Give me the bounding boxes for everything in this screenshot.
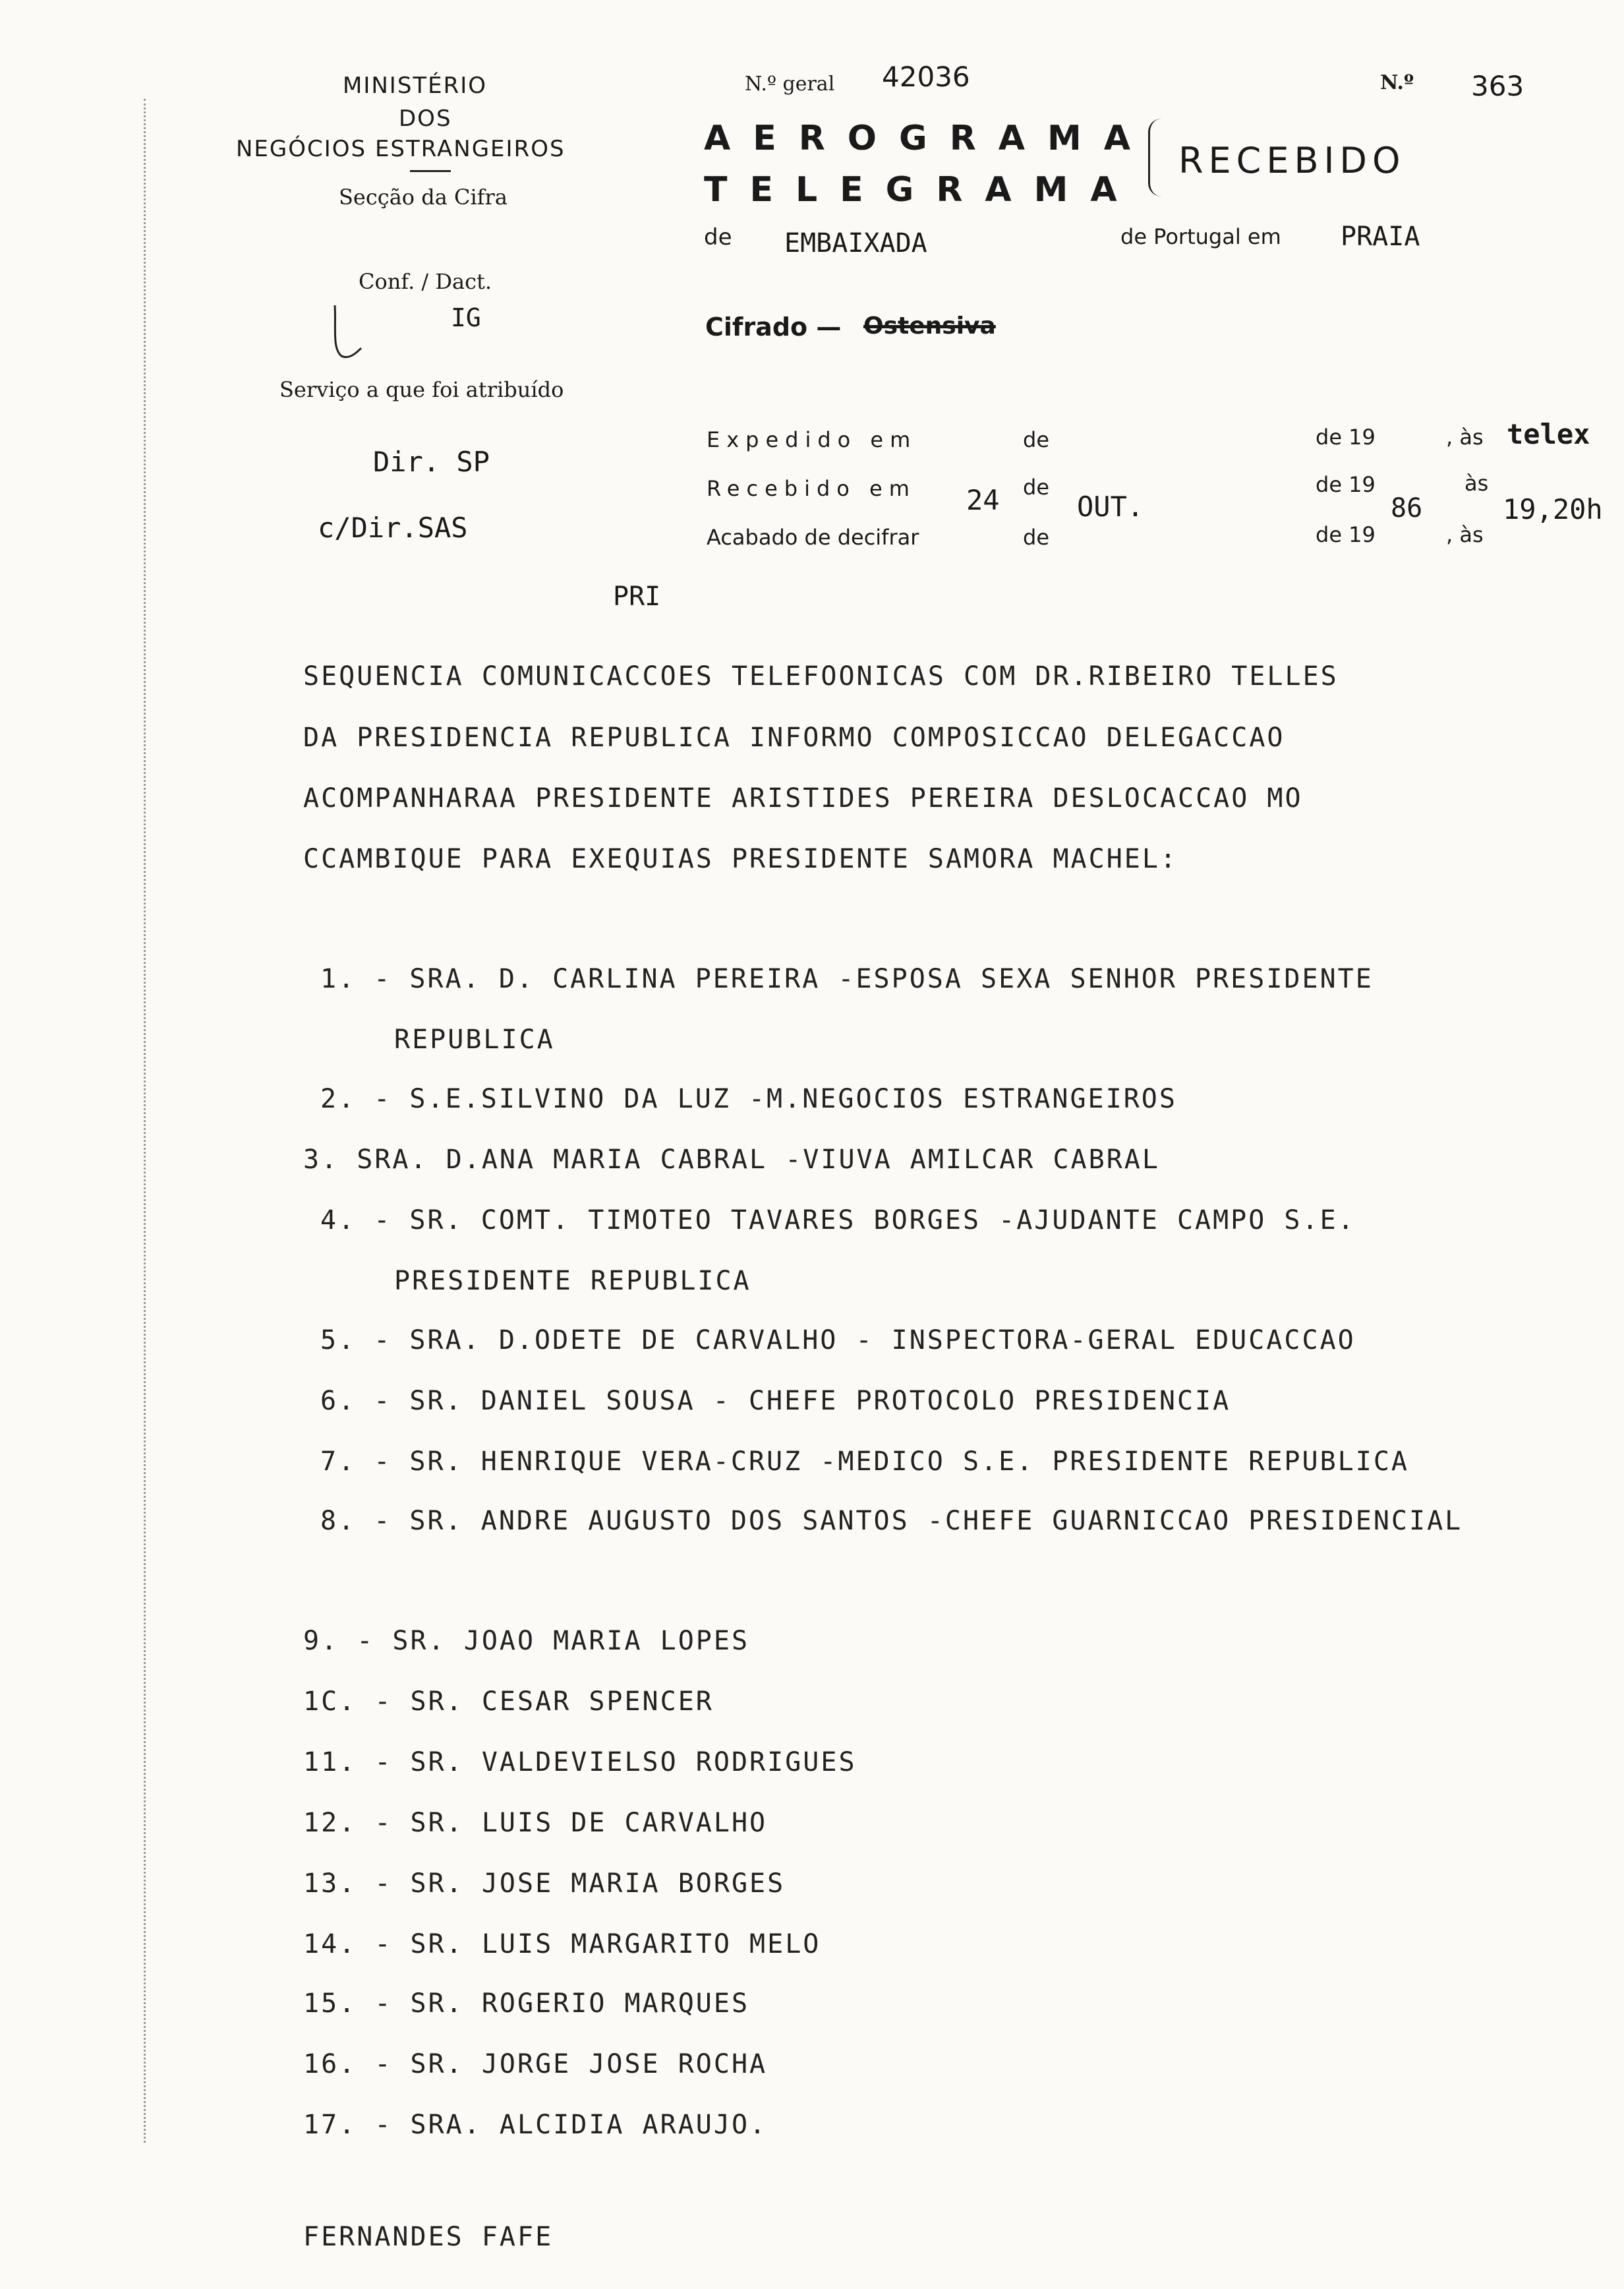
list-item-2: 2. - S.E.SILVINO DA LUZ -M.NEGOCIOS ESTRANGEIROS (320, 1084, 1177, 1114)
cifrado-label: Cifrado — (705, 312, 842, 342)
service-line1: Dir. SP (373, 446, 490, 478)
aerograma-title: AEROGRAMA (704, 119, 1153, 158)
signature: FERNANDES FAFE (303, 2222, 554, 2252)
expedido-as: , às (1446, 425, 1484, 450)
cifrado-struck: Ostensiva (863, 312, 996, 340)
expedido-telex: telex (1507, 418, 1590, 450)
recebido-month: OUT. (1077, 490, 1144, 523)
ministry-line2: DOS (399, 105, 452, 132)
body-line-1: SEQUENCIA COMUNICACCOES TELEFOONICAS COM DR.RIBEIRO TELLES (303, 661, 1339, 692)
expedido-label: Expedido em (707, 427, 917, 452)
num-geral-value: 42036 (882, 61, 970, 93)
expedido-de19: de 19 (1316, 425, 1376, 450)
body-line-4: CCAMBIQUE PARA EXEQUIAS PRESIDENTE SAMORA MACHEL: (303, 844, 1178, 874)
portugal-value: PRAIA (1341, 222, 1420, 252)
list-item-5: 5. - SRA. D.ODETE DE CARVALHO - INSPECTORA-GERAL EDUCACCAO (320, 1325, 1356, 1355)
list-item-11: 11. - SR. VALDEVIELSO RODRIGUES (303, 1747, 857, 1777)
expedido-de: de (1023, 427, 1049, 452)
ministry-line3: NEGÓCIOS ESTRANGEIROS (236, 136, 566, 162)
recebido-year: 86 (1391, 493, 1423, 523)
conf-label: Conf. / Dact. (359, 269, 492, 294)
list-item-15: 15. - SR. ROGERIO MARQUES (303, 1988, 750, 2019)
acabado-de: de (1023, 525, 1049, 550)
list-item-14: 14. - SR. LUIS MARGARITO MELO (303, 1929, 821, 1959)
acabado-as: , às (1446, 522, 1484, 547)
list-item-7: 7. - SR. HENRIQUE VERA-CRUZ -MEDICO S.E. PRESIDENTE REPUBLICA (320, 1446, 1410, 1477)
service-line2: c/Dir.SAS (318, 512, 468, 544)
ministry-line1: MINISTÉRIO (343, 73, 488, 99)
recebido-de: de (1023, 475, 1049, 500)
body-line-3: ACOMPANHARAA PRESIDENTE ARISTIDES PEREIRA DESLOCACCAO MO (303, 783, 1303, 814)
recebido-de19: de 19 (1316, 472, 1376, 497)
list-item-4: 4. - SR. COMT. TIMOTEO TAVARES BORGES -AJUDANTE CAMPO S.E. (320, 1205, 1356, 1235)
acabado-label: Acabado de decifrar (707, 525, 919, 550)
num-value: 363 (1471, 70, 1524, 102)
title-brace (1148, 119, 1163, 196)
acabado-de19: de 19 (1316, 522, 1376, 547)
conf-value: IG (451, 303, 481, 332)
list-item-1: 1. - SRA. D. CARLINA PEREIRA -ESPOSA SEXA SENHOR PRESIDENTE (320, 964, 1374, 994)
list-item-13: 13. - SR. JOSE MARIA BORGES (303, 1868, 786, 1899)
ministry-section: Secção da Cifra (339, 185, 508, 210)
priority-code: PRI (613, 581, 661, 612)
list-item-12: 12. - SR. LUIS DE CARVALHO (303, 1808, 768, 1838)
list-item-17: 17. - SRA. ALCIDIA ARAUJO. (303, 2110, 768, 2140)
service-label: Serviço a que foi atribuído (279, 377, 564, 402)
recebido-as: às (1464, 471, 1489, 496)
list-item-3: 3. SRA. D.ANA MARIA CABRAL -VIUVA AMILCAR CABRAL (303, 1144, 1160, 1175)
list-item-1-cont: REPUBLICA (394, 1025, 555, 1055)
list-item-16: 16. - SR. JORGE JOSE ROCHA (303, 2049, 768, 2079)
list-item-10: 1C. - SR. CESAR SPENCER (303, 1686, 714, 1717)
recebido-time: 19,20h (1503, 493, 1603, 525)
recebido-label: RECEBIDO (1178, 140, 1406, 181)
de-label: de (704, 224, 732, 251)
initials-mark (328, 302, 368, 361)
body-line-2: DA PRESIDENCIA REPUBLICA INFORMO COMPOSICCAO DELEGACCAO (303, 723, 1285, 753)
perforation-line (144, 99, 146, 2143)
portugal-label: de Portugal em (1120, 224, 1281, 249)
list-item-6: 6. - SR. DANIEL SOUSA - CHEFE PROTOCOLO PRESIDENCIA (320, 1386, 1231, 1416)
num-geral-label: N.º geral (745, 73, 835, 96)
ministry-rule (410, 170, 451, 172)
telegrama-title: TELEGRAMA (704, 170, 1140, 210)
num-label: N.º (1380, 71, 1414, 94)
recebido-day: 24 (966, 484, 1000, 516)
list-item-8: 8. - SR. ANDRE AUGUSTO DOS SANTOS -CHEFE GUARNICCAO PRESIDENCIAL (320, 1506, 1463, 1536)
de-value: EMBAIXADA (784, 228, 927, 258)
list-item-9: 9. - SR. JOAO MARIA LOPES (303, 1626, 750, 1656)
recebido-em-label: Recebido em (707, 476, 916, 501)
list-item-4-cont: PRESIDENTE REPUBLICA (394, 1266, 751, 1296)
